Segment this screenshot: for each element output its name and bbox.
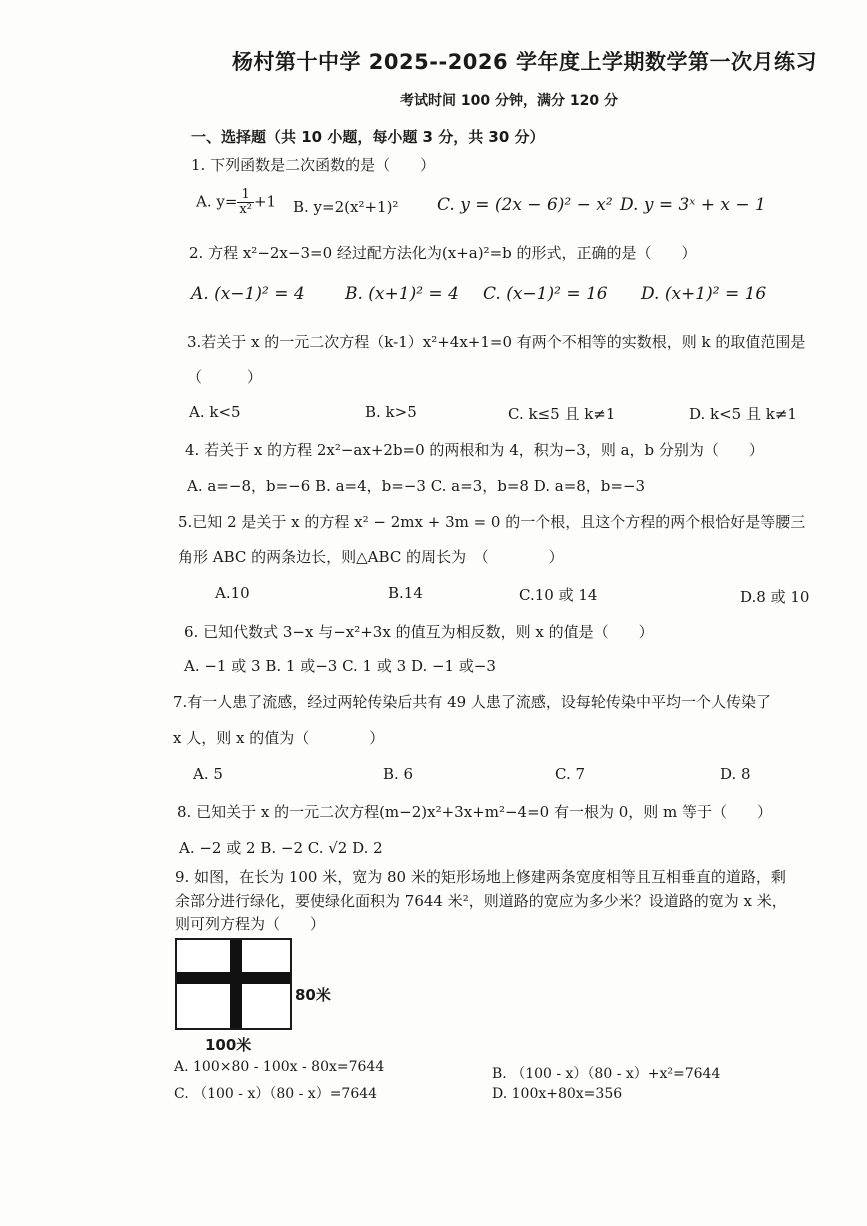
fraction <box>237 188 254 217</box>
question-9-stem: 9. 如图，在长为 100 米，宽为 80 米的矩形场地上修建两条宽度相等且互相垂直的道路，剩 <box>175 868 786 886</box>
question-9-option-c: C. （100 - x）（80 - x）=7644 <box>174 1086 378 1102</box>
question-7-stem-continued: x 人，则 x 的值为（ ） <box>173 729 385 747</box>
fraction-numerator: 1 <box>237 188 254 203</box>
exam-subtitle: 考试时间 100 分钟，满分 120 分 <box>400 93 618 109</box>
rectangular-field-diagram <box>175 938 292 1030</box>
question-3-option-b: B. k>5 <box>365 403 417 421</box>
question-7-option-b: B. 6 <box>383 765 414 783</box>
question-2-option-b: B. (x+1)² = 4 <box>345 284 459 304</box>
question-5-stem-continued: 角形 ABC 的两条边长，则△ABC 的周长为 （ ） <box>178 548 564 566</box>
option-a-suffix: +1 <box>253 192 277 211</box>
question-3-option-c: C. k≤5 且 k≠1 <box>508 405 616 423</box>
question-1-option-d: D. y = 3ˣ + x − 1 <box>620 195 766 215</box>
question-1-option-c: C. y = (2x − 6)² − x² <box>437 195 613 215</box>
exam-title: 杨村第十中学 2025--2026 学年度上学期数学第一次月练习 <box>232 50 817 74</box>
section-heading: 一、选择题（共 10 小题，每小题 3 分，共 30 分） <box>191 128 545 146</box>
question-2-option-a: A. (x−1)² = 4 <box>191 284 305 304</box>
question-5-option-b: B.14 <box>388 584 423 602</box>
option-a-prefix: A. y= <box>196 192 238 211</box>
question-5-stem: 5.已知 2 是关于 x 的方程 x² − 2mx + 3m = 0 的一个根，且这个方程的两个根恰好是等腰三 <box>178 513 806 531</box>
question-8-stem: 8. 已知关于 x 的一元二次方程(m−2)x²+3x+m²−4=0 有一根为 0，则 m 等于（ ） <box>177 803 773 821</box>
question-3-stem: 3.若关于 x 的一元二次方程（k-1）x²+4x+1=0 有两个不相等的实数根，则 k 的取值范围是 <box>187 333 806 351</box>
question-9-option-b: B. （100 - x）（80 - x）+x²=7644 <box>492 1066 721 1082</box>
question-2-stem: 2. 方程 x²−2x−3=0 经过配方法化为(x+a)²=b 的形式，正确的是（ ） <box>189 244 697 262</box>
question-3-option-d: D. k<5 且 k≠1 <box>689 405 797 423</box>
question-7-option-d: D. 8 <box>720 765 751 783</box>
question-9-option-a: A. 100×80 - 100x - 80x=7644 <box>174 1059 385 1075</box>
question-7-option-c: C. 7 <box>555 765 586 783</box>
question-1-option-a <box>196 188 276 217</box>
field-length-label: 100米 <box>205 1036 252 1054</box>
question-1-option-b: B. y=2(x²+1)² <box>293 198 399 216</box>
vertical-road <box>230 940 242 1028</box>
question-4-stem: 4. 若关于 x 的方程 2x²−ax+2b=0 的两根和为 4，积为−3，则 a，b 分别为（ ） <box>185 441 764 459</box>
question-7-stem: 7.有一人患了流感，经过两轮传染后共有 49 人患了流感，设每轮传染中平均一个人传染了 <box>173 693 771 711</box>
question-2-option-d: D. (x+1)² = 16 <box>641 284 767 304</box>
question-5-option-c: C.10 或 14 <box>519 586 598 604</box>
question-9-option-d: D. 100x+80x=356 <box>492 1086 623 1102</box>
question-6-options: A. −1 或 3 B. 1 或−3 C. 1 或 3 D. −1 或−3 <box>184 657 496 675</box>
question-8-options: A. −2 或 2 B. −2 C. √2 D. 2 <box>179 839 383 857</box>
question-5-option-d: D.8 或 10 <box>740 588 810 606</box>
field-width-label: 80米 <box>295 986 331 1004</box>
question-4-options: A. a=−8，b=−6 B. a=4，b=−3 C. a=3，b=8 D. a=8，b=−3 <box>187 477 646 495</box>
question-9-stem-continued: 余部分进行绿化，要使绿化面积为 7644 米²，则道路的宽应为多少米？设道路的宽为 x 米， <box>175 892 787 910</box>
question-5-option-a: A.10 <box>215 584 250 602</box>
question-2-option-c: C. (x−1)² = 16 <box>483 284 608 304</box>
question-1-stem: 1. 下列函数是二次函数的是（ ） <box>191 156 436 174</box>
question-6-stem: 6. 已知代数式 3−x 与−x²+3x 的值互为相反数，则 x 的值是（ ） <box>184 623 654 641</box>
question-3-option-a: A. k<5 <box>189 403 241 421</box>
question-9-stem-end: 则可列方程为（ ） <box>175 915 326 933</box>
question-7-option-a: A. 5 <box>193 765 223 783</box>
fraction-denominator: x² <box>239 202 252 217</box>
question-3-paren: （ ） <box>187 368 263 386</box>
